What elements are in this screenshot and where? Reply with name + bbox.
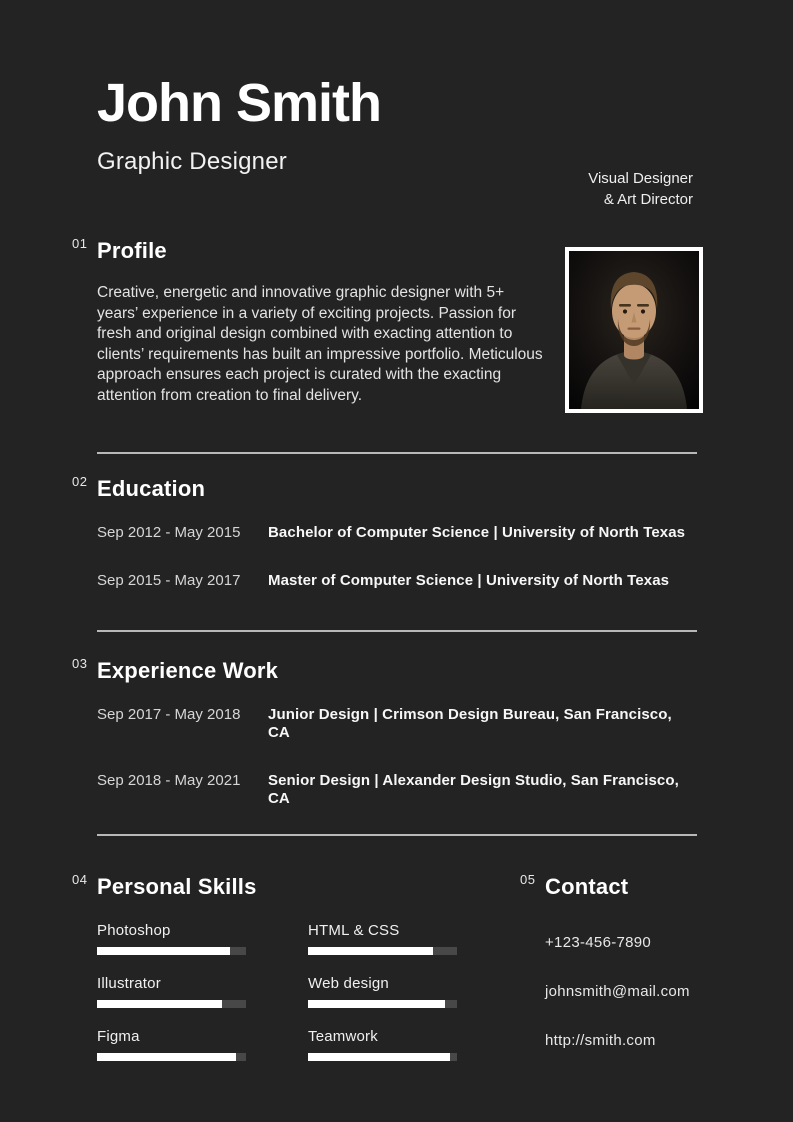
education-row [97,524,697,542]
profile-number: 01 [72,236,88,251]
skill-item [97,1028,247,1061]
skill-fill [308,947,433,955]
section-profile [72,236,697,406]
skill-label: Teamwork [308,1028,378,1045]
row-dates: Sep 2012 - May 2015 [97,524,241,541]
skill-fill [97,1053,236,1061]
profile-heading-label: Profile [97,238,167,263]
education-heading [72,474,697,502]
section-contact [520,872,690,1061]
education-number: 02 [72,474,88,489]
skill-label: Photoshop [97,922,171,939]
row-dates: Sep 2018 - May 2021 [97,772,241,789]
experience-heading [72,656,697,684]
row-detail: Junior Design | Crimson Design Bureau, San Francisco, CA [268,706,672,741]
skill-bar [97,1000,246,1008]
contact-website: http://smith.com [545,1032,656,1049]
row-dates: Sep 2015 - May 2017 [97,572,241,589]
education-heading-label: Education [97,476,206,501]
contact-email: johnsmith@mail.com [545,983,690,1000]
experience-row [97,706,697,742]
skill-bar [308,947,457,955]
contact-phone: +123-456-7890 [545,934,652,951]
header [97,0,697,176]
divider [97,834,697,836]
section-experience [72,656,697,808]
row-detail: Bachelor of Computer Science | University of North Texas [268,524,686,541]
skill-bar [97,947,246,955]
contact-number: 05 [520,872,536,887]
contact-heading [520,872,690,900]
experience-row [97,772,697,808]
skill-fill [308,1000,445,1008]
skill-label: Illustrator [97,975,161,992]
divider [97,452,697,454]
profile-body: Creative, energetic and innovative graphic designer with 5+ years’ experience in a variety of exciting projects. Passion for fresh and original design combined with exacting attention to clients’ requirements has built an impressive portfolio. Meticulous approach ensures each project is curated with the exacting attention from creation to final delivery. [97,284,543,404]
tagline [588,168,693,210]
row-detail: Master of Computer Science | University of North Texas [268,572,670,589]
skill-label: Web design [308,975,389,992]
tagline-line-2: & Art Director [603,191,693,208]
skill-fill [97,947,230,955]
skill-item [308,922,458,955]
skill-fill [308,1053,450,1061]
portrait-photo [569,251,699,409]
skill-bar [308,1053,457,1061]
section-skills [72,872,459,1061]
skill-bar [97,1053,246,1061]
row-detail: Senior Design | Alexander Design Studio, San Francisco, CA [268,772,679,807]
skill-item [308,1028,458,1061]
divider [97,630,697,632]
skills-number: 04 [72,872,88,887]
experience-number: 03 [72,656,88,671]
row-dates: Sep 2017 - May 2018 [97,706,241,723]
skill-item [97,922,247,955]
job-title: Graphic Designer [97,148,287,175]
skill-bar [308,1000,457,1008]
portrait-frame [565,247,703,413]
skill-item [97,975,247,1008]
education-row [97,572,697,590]
section-education [72,474,697,590]
contact-heading-label: Contact [545,874,629,899]
skill-item [308,975,458,1008]
tagline-line-1: Visual Designer [588,170,693,187]
skill-fill [97,1000,222,1008]
skills-heading-label: Personal Skills [97,874,257,899]
name: John Smith [97,73,381,133]
experience-heading-label: Experience Work [97,658,279,683]
skills-heading [72,872,459,900]
skill-label: HTML & CSS [308,922,400,939]
skill-label: Figma [97,1028,140,1045]
